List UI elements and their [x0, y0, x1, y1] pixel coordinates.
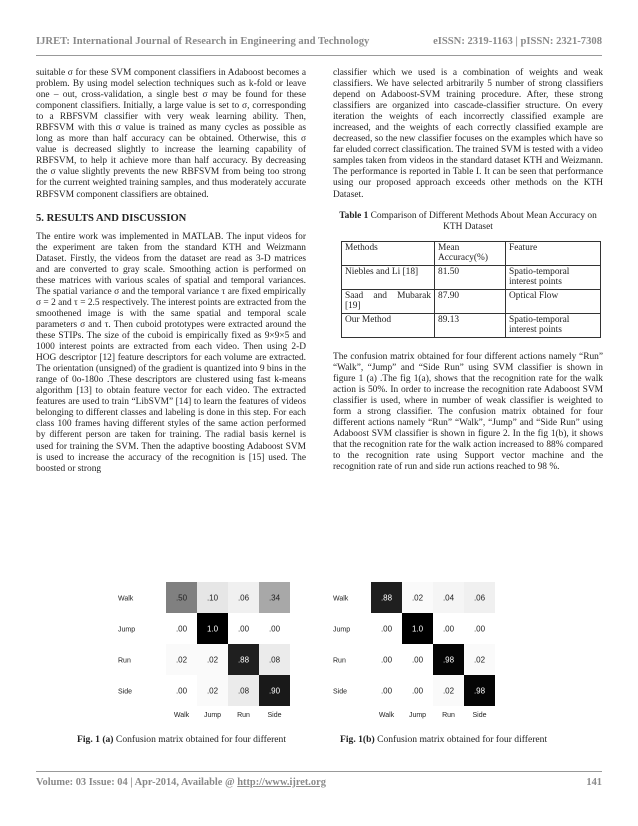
row-label: Walk: [333, 595, 349, 603]
table-cell: 87.90: [435, 289, 506, 313]
table-header-row: [342, 241, 601, 265]
table-cell: 89.13: [435, 313, 506, 337]
cell-value: .00: [380, 624, 393, 634]
header-rule: [36, 55, 602, 56]
cell-value: .02: [442, 686, 455, 696]
table-header: Mean Accuracy(%): [435, 241, 506, 265]
row-label: Run: [118, 657, 131, 665]
row-label: Jump: [333, 626, 351, 634]
row-label: Run: [333, 657, 346, 665]
cell-value: .02: [206, 686, 219, 696]
table-row: [342, 289, 601, 313]
cell-value: .00: [473, 624, 486, 634]
col-label: Jump: [203, 712, 222, 719]
table-cell: Our Method: [342, 313, 435, 337]
fig-a-caption: [77, 734, 286, 745]
table-row: [342, 313, 601, 337]
footer-rule: [36, 771, 602, 772]
row-label: Side: [118, 688, 133, 696]
cell-value: 1.0: [411, 624, 424, 634]
cell-value: .34: [268, 593, 281, 603]
left-para-1: suitable σ for these SVM component classifiers in Adaboost becomes a problem. By using model selection techniques such as k-fold or leave one – out, cross-validation, a single best σ may be found for these component classifiers. Initially, a large value is set to σ, corresponding to a RBFSVM classifier with very weak learning ability. Then, RBFSVM with this σ value is trained as many cycles as possible as long as more than half accuracy can be obtained. Otherwise, this σ value is decreased slightly to increase the learning capability of RBFSVM, to help it achieve more than half accuracy. By decreasing the σ value slightly prevents the new RBFSVM from being too strong for the current weighted training samples, and thus moderately accurate RBFSVM component classifiers are obtained.: [36, 68, 306, 200]
col-label: Run: [442, 712, 455, 719]
page-footer: [36, 777, 602, 788]
cell-value: .00: [411, 655, 424, 665]
cell-value: .00: [175, 686, 188, 696]
left-column: [36, 68, 306, 475]
footer-volume: [36, 777, 326, 788]
table-caption: [333, 211, 603, 233]
fig-a-text: Confusion matrix obtained for four different: [115, 734, 286, 745]
cell-value: .08: [237, 686, 250, 696]
cell-value: .10: [206, 593, 219, 603]
table-cell: Spatio-temporal interest points: [506, 313, 601, 337]
cell-value: .08: [268, 655, 281, 665]
table-cell: 81.50: [435, 265, 506, 289]
fig-a-label: Fig. 1 (a): [77, 734, 114, 745]
cell-value: .00: [380, 686, 393, 696]
cell-value: .00: [175, 624, 188, 634]
table-header: Methods: [342, 241, 435, 265]
table-header: Feature: [506, 241, 601, 265]
page-header: [36, 36, 602, 47]
table-caption-text: Comparison of Different Methods About Mean Accuracy on KTH Dataset: [370, 210, 597, 232]
cell-value: .02: [411, 593, 424, 603]
cell-value: .00: [411, 686, 424, 696]
table-cell: Spatio-temporal interest points: [506, 265, 601, 289]
cell-value: .04: [442, 593, 455, 603]
col-label: Side: [472, 712, 487, 719]
confusion-matrix-b: [333, 578, 513, 720]
cell-value: .06: [473, 593, 486, 603]
row-label: Jump: [118, 626, 136, 634]
cell-value: .98: [473, 686, 486, 696]
cell-value: .00: [442, 624, 455, 634]
fig-b-text: Confusion matrix obtained for four different: [377, 734, 548, 745]
cell-value: 1.0: [206, 624, 219, 634]
page-number: 141: [586, 777, 602, 788]
cell-value: .00: [237, 624, 250, 634]
cell-value: .06: [237, 593, 250, 603]
cell-value: .88: [237, 655, 250, 665]
fig-b-caption: [340, 734, 547, 745]
col-label: Walk: [173, 712, 190, 719]
table-cell: Saad and Mubarak [19]: [342, 289, 435, 313]
col-label: Run: [237, 712, 250, 719]
cell-value: .00: [380, 655, 393, 665]
table-row: [342, 265, 601, 289]
right-para-2: The confusion matrix obtained for four different actions namely “Run” “Walk”, “Jump” and “Side Run” using SVM classifier is shown in figure 1 (a) .The fig 1(a), shows that the recognition rate for the walk action is 50%. In order to increase the recognition rate Adaboost SVM classifier is used, where in number of weak classifier is weighted to form a strong classifier. The confusion matrix obtained for four different actions namely “Run” “Walk”, “Jump” and “Side Run” using Adaboost SVM classifier is shown in figure 2. In the fig 1(b), it shows that the recognition rate for the walk action increased to 88% compared to the recognition rate using Support vector machine and the recognition rate of run and side run actions reached to 98 %.: [333, 351, 603, 473]
col-label: Jump: [408, 712, 427, 719]
results-table: [341, 241, 601, 338]
table-cell: Niebles and Li [18]: [342, 265, 435, 289]
cell-value: .88: [380, 593, 393, 603]
footer-volume-text: Volume: 03 Issue: 04 | Apr-2014, Available @: [36, 777, 235, 788]
left-para-2: The entire work was implemented in MATLAB. The input videos for the experiment are taken from the standard KTH and Weizmann Dataset. Firstly, the videos from the dataset are read as 3-D matrices and are converted to gray scale. Smoothing action is performed on these matrices with various scales of spatial and temporal variances. The spatial variance σ and the temporal variance τ are fixed empirically σ = 2 and τ = 2.5 respectively. The interest points are extracted from the smoothened image is with the same spatial and temporal scale parameters σ and τ. Then cuboid prototypes were extracted around the these STIPs. The size of the cuboid is empirically fixed as 9×9×5 and 1000 interest points are extracted from each video. Then using 2-D HOG descriptor [12] feature descriptors for each volume are extracted. The orientation (unsigned) of the gradient is quantized into 9 bins in the range of 0o-180o .These descriptors are clustered using fast k-means algorithm [13] to obtain feature vector for each video. The extracted features are used to train “LibSVM” [14] to learn the features of videos belonging to different classes and labeling is done in this step. For each class 100 frames having different styles of the same action performed by different person are taken for training. The radial basis kernel is used for training the SVM. Then the adaptive boosting Adaboost SVM is used to increase the accuracy of the recognition is [15] used. The boosted or strong: [36, 231, 306, 474]
issn: eISSN: 2319-1163 | pISSN: 2321-7308: [433, 36, 602, 47]
confusion-matrix-a: [118, 578, 308, 720]
cell-value: .98: [442, 655, 455, 665]
cell-value: .90: [268, 686, 281, 696]
cell-value: .02: [473, 655, 486, 665]
table-cell: Optical Flow: [506, 289, 601, 313]
row-label: Side: [333, 688, 348, 696]
right-column: [333, 68, 603, 473]
footer-link[interactable]: http://www.ijret.org: [237, 777, 326, 788]
cell-value: .00: [268, 624, 281, 634]
row-label: Walk: [118, 595, 134, 603]
col-label: Side: [267, 712, 282, 719]
right-para-1: classifier which we used is a combination of weights and weak classifiers. We have selected arbitrarily 5 number of strong classifiers depend on Adaboost-SVM training procedure. After, these strong classifiers are organized into cascade-classifier structure. On every iteration the weights of each incorrectly classified example are increased, and the weights of each correctly classified example are decreased, so the new classifier focuses on the examples which have so far eluded correct classification. The trained SVM is tested with a video samples taken from videos in the standard dataset KTH and Weizmann. The performance is reported in Table I. It can be seen that performance using our proposed approach exceeds other methods on the KTH Dataset.: [333, 68, 603, 200]
fig-b-label: Fig. 1(b): [340, 734, 375, 745]
cell-value: .02: [175, 655, 188, 665]
cell-value: .02: [206, 655, 219, 665]
cell-value: .50: [175, 593, 188, 603]
table-caption-label: Table 1: [339, 210, 369, 221]
col-label: Walk: [378, 712, 395, 719]
journal-title: IJRET: International Journal of Research in Engineering and Technology: [36, 36, 370, 47]
section-heading: 5. RESULTS AND DISCUSSION: [36, 212, 187, 224]
